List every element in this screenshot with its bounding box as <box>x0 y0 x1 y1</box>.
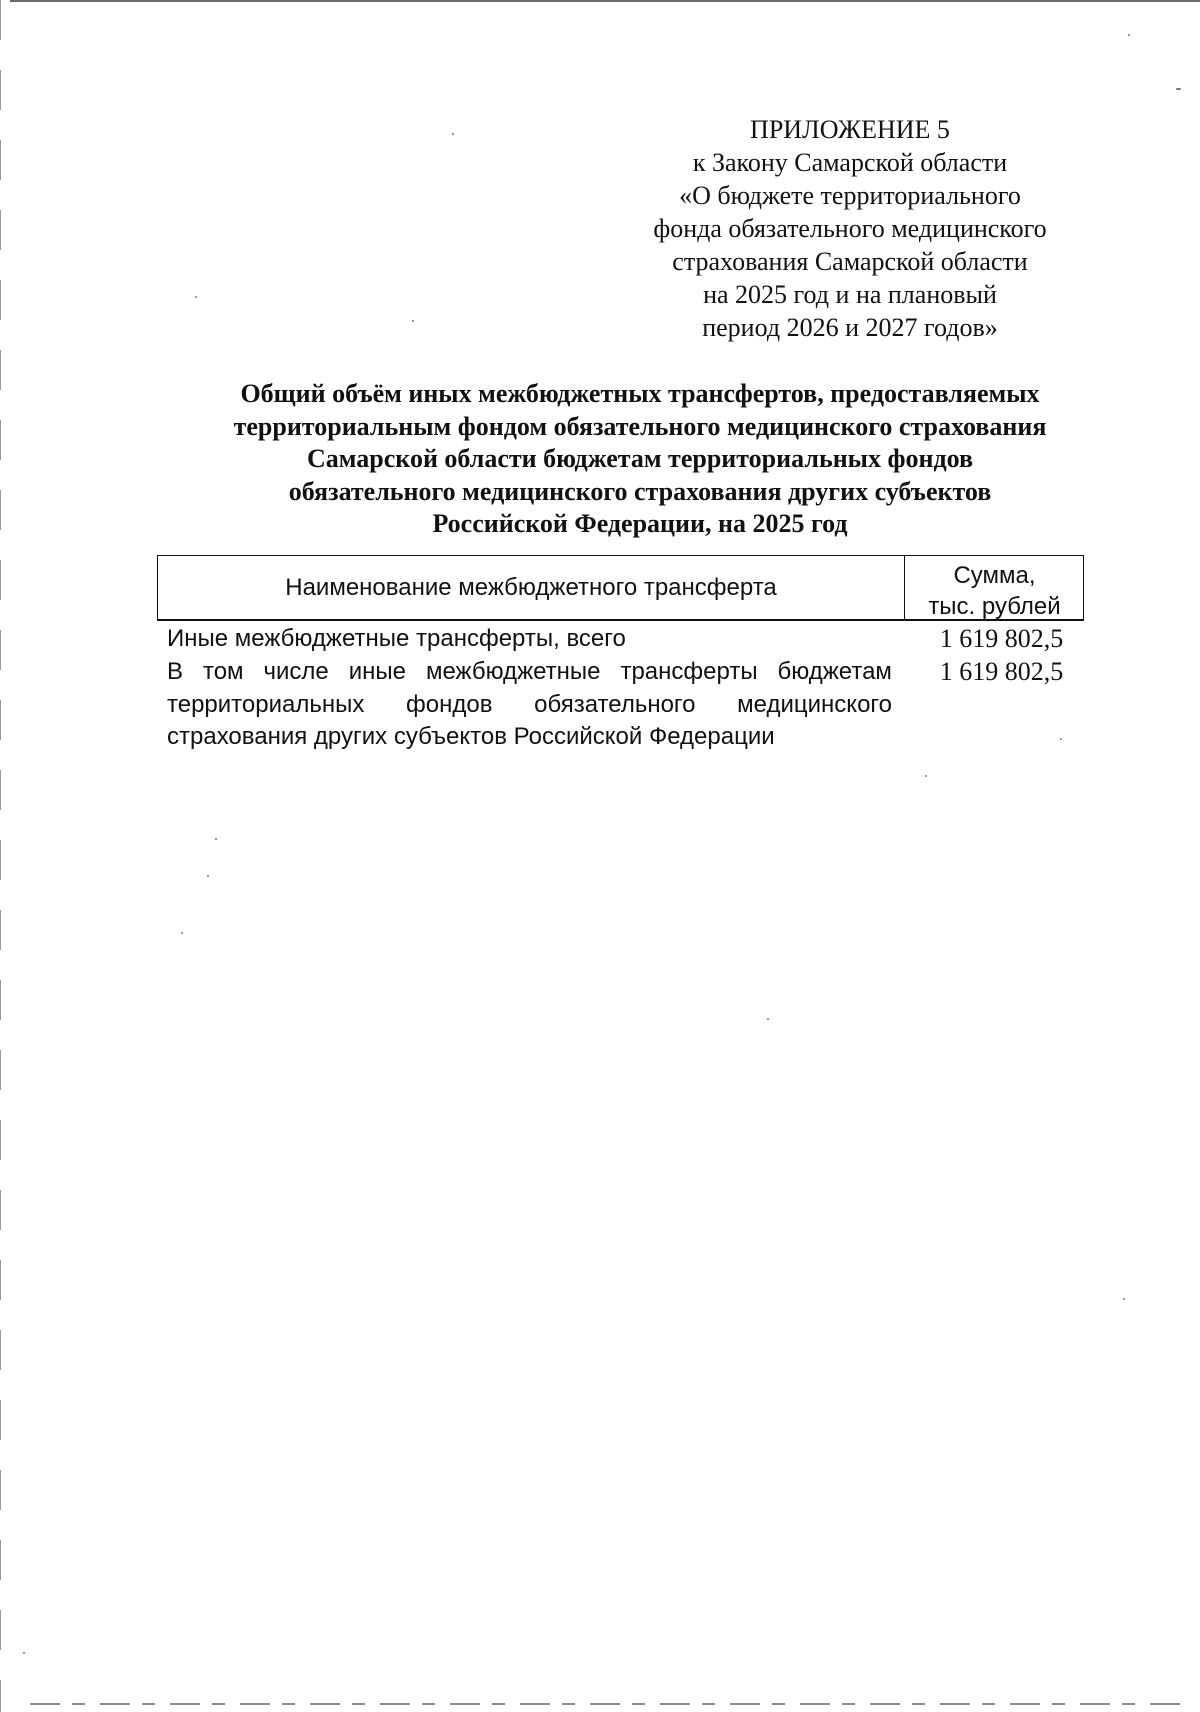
annex-law-title-line: «О бюджете территориального <box>679 181 1021 210</box>
row-name <box>167 656 892 754</box>
scan-speck <box>215 838 217 840</box>
row-name-word: том <box>202 658 244 685</box>
table-header <box>157 555 1084 621</box>
scan-speck <box>1128 34 1130 36</box>
row-value: 1 619 802,5 <box>939 657 1064 686</box>
row-name-word: медицинского <box>737 690 892 718</box>
header-sum-label: Сумма, <box>953 562 1036 589</box>
title-line: Российской Федерации, на 2025 год <box>432 509 848 538</box>
annex-header <box>600 113 1100 344</box>
title-line: Самарской области бюджетам территориальных фондов <box>307 444 973 473</box>
header-sum <box>906 560 1083 622</box>
scan-speck <box>195 296 197 298</box>
scan-edge-bottom <box>30 1703 1180 1705</box>
annex-number: ПРИЛОЖЕНИЕ 5 <box>750 115 950 144</box>
row-name-word: обязательного <box>534 690 696 718</box>
title-line: обязательного медицинского страхования других субъектов <box>288 476 992 506</box>
row-name-line: Иные межбюджетные трансферты, всего <box>167 625 626 652</box>
header-transfer-name-label: Наименование межбюджетного трансферта <box>285 574 777 601</box>
row-name-line-justified <box>167 656 892 689</box>
scan-speck <box>1176 88 1181 90</box>
row-name-word: трансферты <box>620 658 758 685</box>
scan-edge-left <box>0 0 1 1712</box>
row-name-word: иные <box>348 658 406 685</box>
row-name-word: фондов <box>406 690 493 718</box>
header-transfer-name <box>158 556 904 620</box>
row-name-word: бюджетам <box>777 658 892 685</box>
row-name-word: межбюджетные <box>425 658 601 685</box>
row-name-line-justified <box>167 689 892 722</box>
scan-speck <box>412 320 414 322</box>
annex-law-title-line: период 2026 и 2027 годов» <box>702 313 998 342</box>
table-row <box>167 623 1167 656</box>
header-sum-unit: тыс. рублей <box>928 593 1061 620</box>
scan-speck <box>1123 1298 1125 1300</box>
scan-speck <box>452 133 454 135</box>
row-name-word: В <box>167 658 184 685</box>
scan-speck <box>23 1652 25 1654</box>
scan-speck <box>767 1018 769 1020</box>
title-line: территориальным фондом обязательного медицинского страхования <box>233 411 1047 441</box>
row-name <box>167 623 892 656</box>
column-divider <box>904 556 905 619</box>
scan-speck <box>925 775 927 777</box>
row-name-word: числе <box>263 658 329 685</box>
annex-law-title-line: на 2025 год и на плановый <box>703 280 997 309</box>
scan-speck <box>207 875 209 877</box>
row-name-word: территориальных <box>167 690 365 718</box>
document-title <box>100 378 1180 541</box>
annex-law-title-line: страхования Самарской области <box>672 247 1028 276</box>
table-row <box>167 656 1167 756</box>
scan-edge-top <box>10 0 1200 2</box>
annex-law-title-line: фонда обязательного медицинского <box>653 214 1047 243</box>
row-value: 1 619 802,5 <box>939 624 1064 653</box>
row-name-line: страхования других субъектов Российской Федерации <box>167 723 775 750</box>
annex-law-reference: к Закону Самарской области <box>692 148 1008 177</box>
scan-speck <box>181 932 183 934</box>
title-line: Общий объём иных межбюджетных трансфертов, предоставляемых <box>240 379 1040 408</box>
